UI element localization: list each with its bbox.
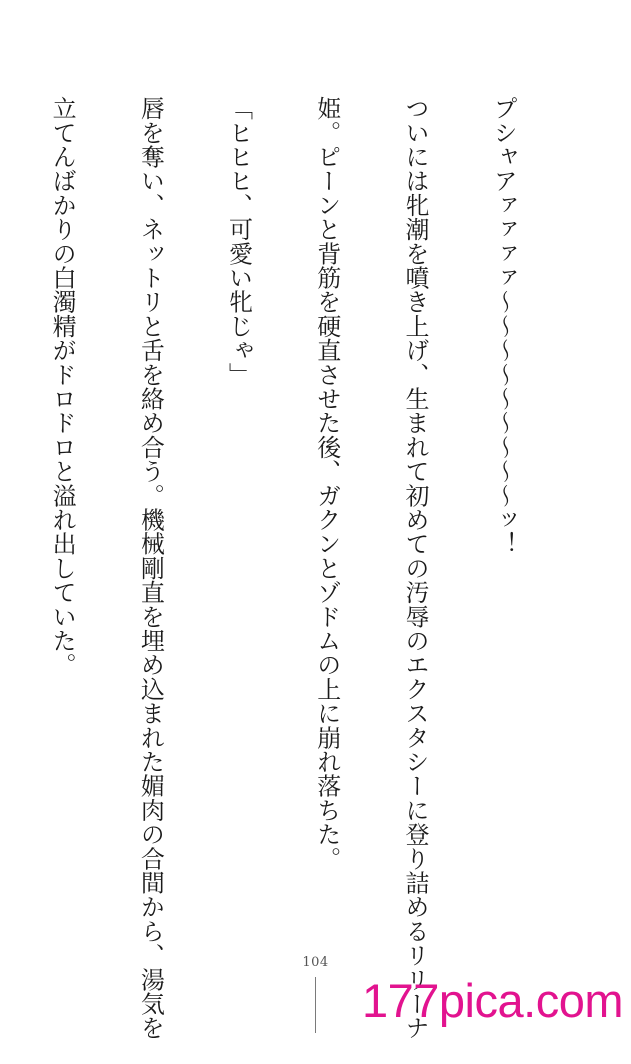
text-line: プシャアァァァァ〜〜〜〜〜〜〜〜〜ッ！ bbox=[489, 96, 518, 556]
site-watermark: 177pica.com bbox=[362, 974, 623, 1027]
text-line: 立てんばかりの白濁精がドロドロと溢れ出していた。 bbox=[48, 96, 77, 677]
text-line: 姫。ピーンと背筋を硬直させた後、ガクンとゾドムの上に崩れ落ちた。 bbox=[312, 96, 341, 871]
dialogue-line: 「ヒヒヒ、可愛い牝じゃ」 bbox=[224, 96, 253, 387]
text-line: ついには牝潮を噴き上げ、生まれて初めての汚辱のエクスタシーに登り詰めるリリーナ bbox=[400, 96, 429, 1040]
page-number: 104 bbox=[302, 955, 329, 970]
page-divider-line bbox=[315, 977, 316, 1033]
text-line: 唇を奪い、ネットリと舌を絡め合う。機械剛直を埋め込まれた媚肉の合間から、湯気を bbox=[136, 96, 165, 1040]
